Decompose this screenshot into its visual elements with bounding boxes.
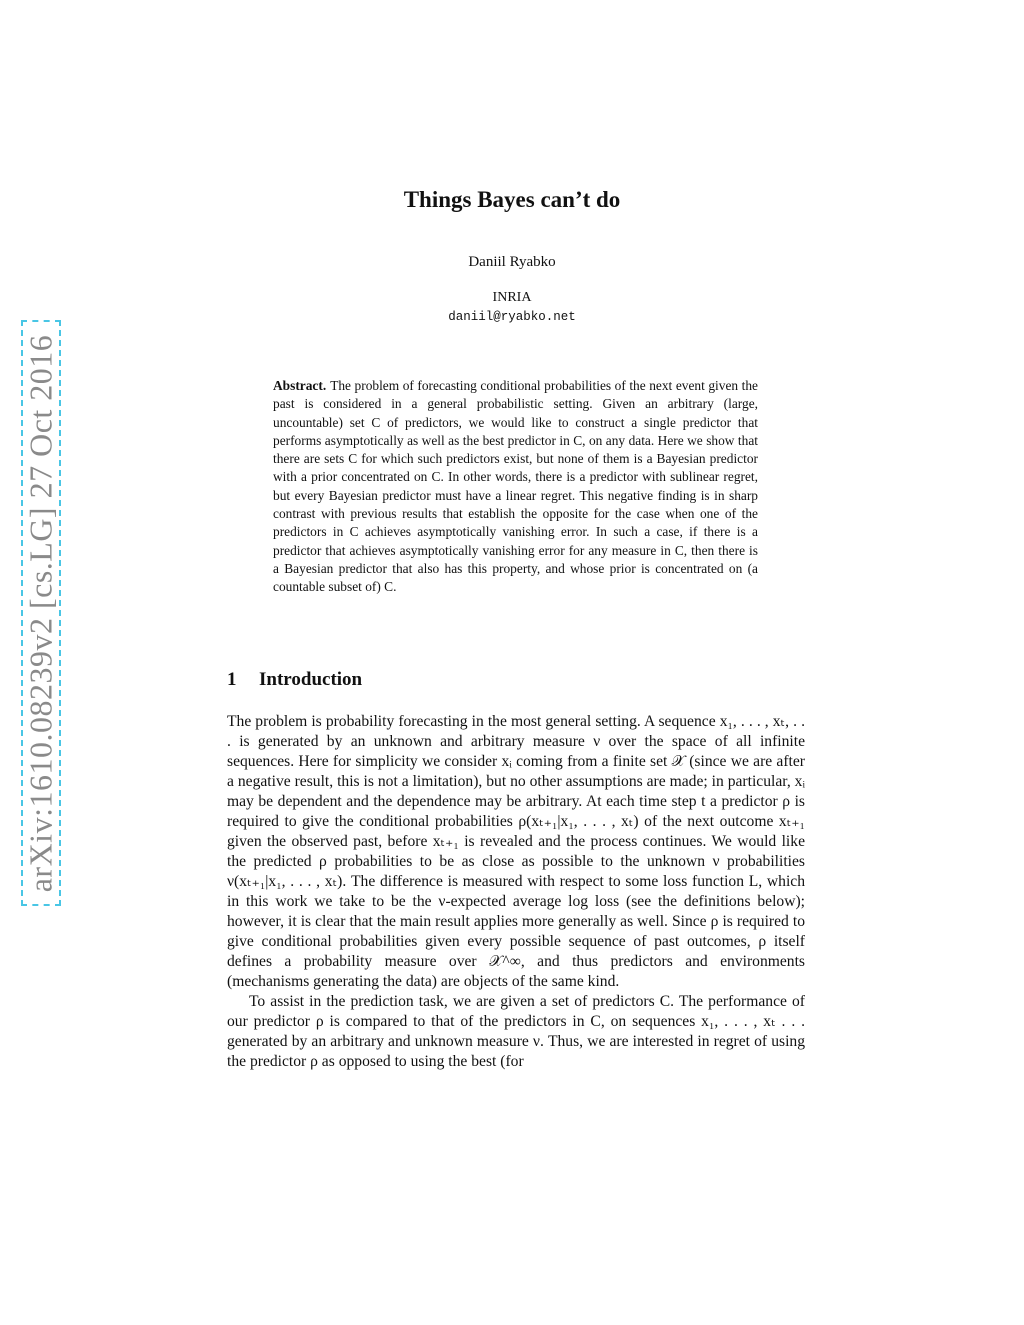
abstract <box>273 377 758 597</box>
paragraph: To assist in the prediction task, we are given a set of predictors C. The performance of our predictor ρ is compared to that of the predictors in C, on sequences x₁, . . . , xₜ . . . generated by an arbitrary and unknown measure ν. Thus, we are interested in regret of using the predictor ρ as opposed to using the best (for <box>227 993 805 1070</box>
section-title: Introduction <box>259 669 363 690</box>
abstract-label: Abstract. <box>273 378 327 393</box>
section-heading <box>227 669 362 691</box>
paragraph: The problem is probability forecasting in the most general setting. A sequence x₁, . . . , xₜ, . . . is generated by an unknown and arbitrary measure ν over the space of all infinite sequences. Here for simplicity we consider xᵢ coming from a finite set 𝒳 (since we are after a negative result, this is not a limitation), but no other assumptions are made; in particular, xᵢ may be dependent and the dependence may be arbitrary. At each time step t a predictor ρ is required to give the conditional probabilities ρ(xₜ₊₁|x₁, . . . , xₜ) of the next outcome xₜ₊₁ given the observed past, before xₜ₊₁ is revealed and the process continues. We would like the predicted ρ probabilities to be as close as possible to the unknown ν probabilities ν(xₜ₊₁|x₁, . . . , xₜ). The difference is measured with respect to some loss function L, which in this work we take to be the ν-expected average log loss (see the definitions below); however, it is clear that the main result applies more generally as well. Since ρ is required to give conditional probabilities given every possible sequence of past outcomes, ρ itself defines a probability measure over 𝒳^∞, and thus predictors and environments (mechanisms generating the data) are objects of the same kind. <box>227 713 805 990</box>
body-text <box>227 712 805 1072</box>
paper-title: Things Bayes can’t do <box>403 187 621 212</box>
abstract-text: The problem of forecasting conditional probabilities of the next event given the past is considered in a general probabilistic setting. Given an arbitrary (large, uncountable) set C of predictors, we would like to construct a single predictor that performs asymptotically as well as the best predictor in C, on any data. Here we show that there are sets C for which such predictors exist, but none of them is a Bayesian predictor with a prior concentrated on C. In other words, there is a predictor with sublinear regret, but every Bayesian predictor must have a linear regret. This negative finding is in sharp contrast with previous results that establish the opposite for the case when one of the predictors in C achieves asymptotically vanishing error. In such a case, if there is a predictor that achieves asymptotically vanishing error for any measure in C, then there is a Bayesian predictor that also has this property, and whose prior is concentrated on (a countable subset of) C. <box>273 378 758 595</box>
section-number: 1 <box>227 669 237 690</box>
author-name: Daniil Ryabko <box>468 254 556 270</box>
arxiv-stamp-text: arXiv:1610.08239v2 [cs.LG] 27 Oct 2016 <box>22 334 59 892</box>
author-email: daniil@ryabko.net <box>448 310 576 324</box>
arxiv-stamp <box>21 320 61 906</box>
affiliation: INRIA <box>492 290 532 305</box>
